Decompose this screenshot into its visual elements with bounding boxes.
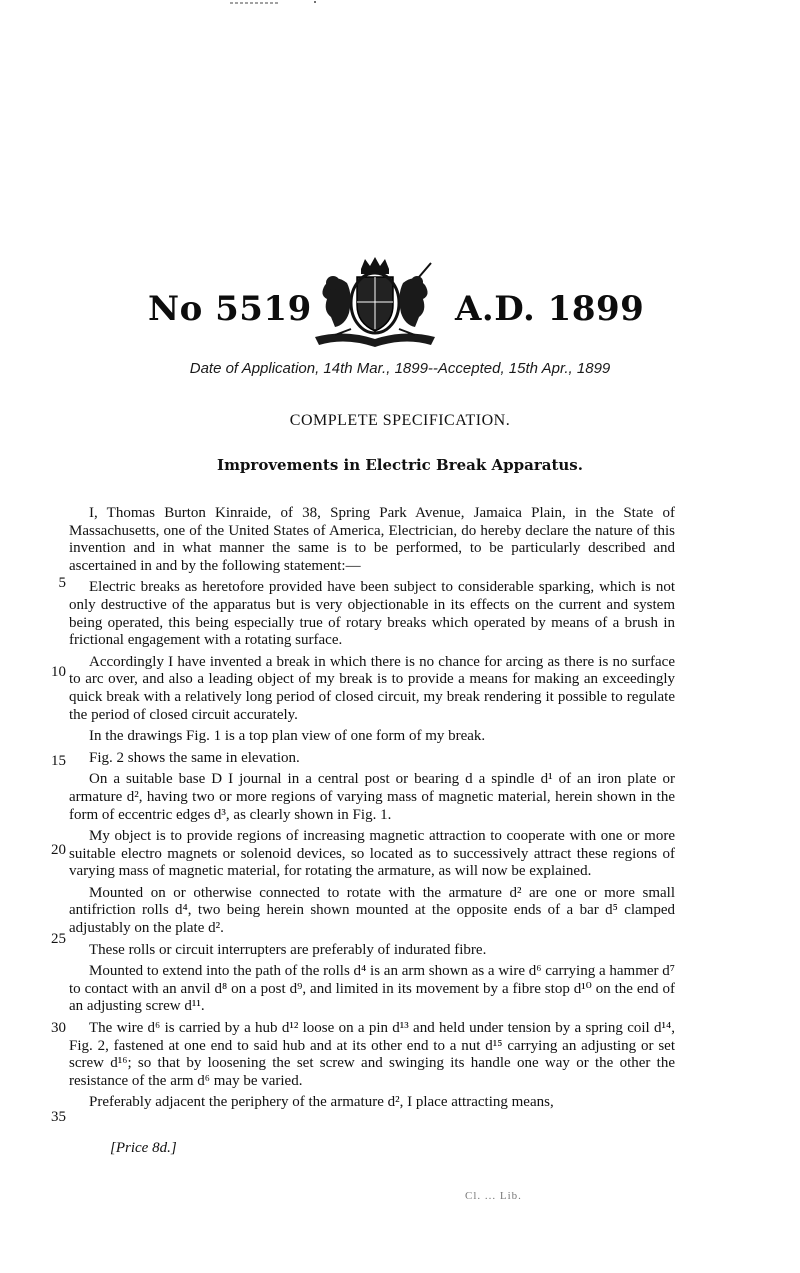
paragraph-invention: Accordingly I have invented a break in which there is no chance for arcing as there is no surface to arc over, and also a leading object of my break is to provide a means for making an exceedingly quick break with a relatively long period of closed circuit, my break rendering it possible to regulate the period of closed circuit accurately. [69, 653, 675, 723]
paragraph-base: On a suitable base D I journal in a central post or bearing d a spindle d¹ of an iron plate or armature d², having two or more regions of varying mass of magnetic material, herein shown in the form of eccentric edges d³, as clearly shown in Fig. 1. [69, 771, 675, 823]
specification-body [69, 505, 675, 1116]
paragraph-wire: The wire d⁶ is carried by a hub d¹² loose on a pin d¹³ and held under tension by a spring coil d¹⁴, Fig. 2, fastened at one end to said hub and at its other end to a nut d¹⁵ carrying an adjusting or set screw d¹⁶; so that by loosening the set screw and swinging its handle one way or the other the resistance of the arm d⁶ may be varied. [69, 1020, 675, 1089]
line-number-35: 35 [51, 1109, 66, 1125]
paragraph-fig2: Fig. 2 shows the same in elevation. [89, 749, 300, 766]
paragraph-rolls: Mounted on or otherwise connected to rotate with the armature d² are one or more small antifriction rolls d⁴, two being herein shown mounted at the opposite ends of a bar d⁵ clamped adjustably on the plate d². [69, 884, 675, 937]
invention-title: Improvements in Electric Break Apparatus. [217, 456, 583, 474]
paragraph-background: Electric breaks as heretofore provided have been subject to considerable sparking, which is not only destructive of the apparatus but is very objectionable in its effects on the current and system being operated, this being especially true of rotary breaks which operated by means of a brush in frictional engagement with a rotating surface. [69, 579, 675, 649]
paragraph-attracting: Preferably adjacent the periphery of the armature d², I place attracting means, [89, 1094, 554, 1111]
paragraph-arm: Mounted to extend into the path of the rolls d⁴ is an arm shown as a wire d⁶ carrying a hammer d⁷ to contact with an anvil d⁸ on a post d⁹, and limited in its movement by a fibre stop d¹⁰ on the end of an adjusting screw d¹¹. [69, 963, 675, 1015]
patent-header [0, 255, 800, 355]
line-number-15: 15 [51, 753, 66, 769]
line-number-10: 10 [51, 664, 66, 680]
top-scan-mark [230, 0, 320, 6]
specification-title: COMPLETE SPECIFICATION. [289, 412, 511, 429]
patent-year: A.D. 1899 [455, 289, 645, 329]
line-number-20: 20 [51, 842, 66, 858]
paragraph-object: My object is to provide regions of increasing magnetic attraction to cooperate with one or more suitable electro magnets or solenoid devices, so located as to successively attract these regions of varying mass of magnetic material, for rotating the armature, as will now be explained. [69, 828, 675, 880]
application-dateline: Date of Application, 14th Mar., 1899--Accepted, 15th Apr., 1899 [189, 360, 611, 377]
price-label: [Price 8d.] [110, 1140, 177, 1156]
line-number-5: 5 [58, 575, 66, 591]
line-number-30: 30 [51, 1020, 66, 1036]
library-stamp: Cl. ... Lib. [465, 1190, 522, 1202]
royal-coat-of-arms-icon [305, 255, 445, 350]
paragraph-declaration: I, Thomas Burton Kinraide, of 38, Spring Park Avenue, Jamaica Plain, in the State of Massachusetts, one of the United States of America, Electrician, do hereby declare the nature of this invention and in what manner the same is to be performed, to be particularly described and ascertained in and by the following statement:— [69, 505, 675, 574]
paragraph-fig1: In the drawings Fig. 1 is a top plan view of one form of my break. [89, 728, 486, 745]
paragraph-fibre: These rolls or circuit interrupters are preferably of indurated fibre. [89, 941, 487, 958]
patent-number: No 5519 [148, 289, 312, 329]
line-number-25: 25 [51, 931, 66, 947]
